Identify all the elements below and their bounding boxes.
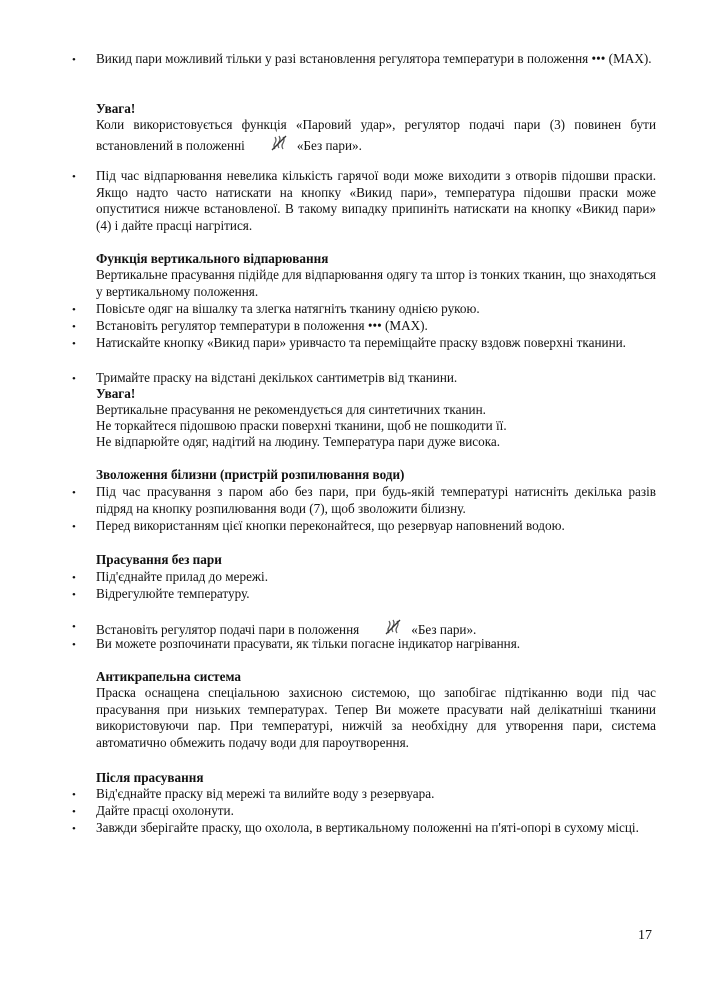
heading-spray: Зволоження білизни (пристрій розпилювання води) — [96, 467, 405, 482]
bullet: • — [72, 589, 76, 601]
bullet: • — [72, 789, 76, 801]
paragraph-vertical-intro: Вертикальне прасування підійде для відпарювання одягу та штор із тонких тканин, що знаходяться у вертикальному положення. — [96, 267, 656, 299]
bullet: • — [72, 806, 76, 818]
bullet: • — [72, 487, 76, 499]
warning-title: Увага! — [96, 101, 136, 116]
bullet: • — [72, 521, 76, 533]
list-item-spray-use: Під час прасування з паром або без пари, при будь-якій температурі натисніть декілька разів підряд на кнопку розпилювання води (7), щоб зволожити білизну. — [96, 484, 656, 516]
list-item-set-no-steam-text: Встановіть регулятор подачі пари в положення — [96, 622, 360, 637]
bullet: • — [72, 338, 76, 350]
list-item-keep-distance: Тримайте праску на відстані декількох сантиметрів від тканини. — [96, 370, 458, 385]
list-item-store: Завжди зберігайте праску, що охолола, в вертикальному положенні на п'яті-опорі в сухому місці. — [96, 820, 639, 835]
bullet: • — [72, 304, 76, 316]
page-number: 17 — [638, 928, 652, 943]
warning-steam-shot-text: Коли використовується функція «Паровий удар», регулятор подачі пари (3) повинен бути встановлений в положенні — [96, 117, 656, 153]
bullet: • — [72, 621, 76, 633]
list-item-cool-down: Дайте прасці охолонути. — [96, 803, 234, 818]
no-steam-icon — [269, 134, 289, 157]
heading-vertical-steam: Функція вертикального відпарювання — [96, 251, 329, 266]
warning-no-person: Не відпарюйте одяг, надітий на людину. Температура пари дуже висока. — [96, 434, 501, 449]
bullet: • — [72, 321, 76, 333]
warning-title: Увага! — [96, 386, 136, 401]
heading-after-ironing: Після прасування — [96, 770, 204, 785]
list-item-start-ironing: Ви можете розпочинати прасувати, як тільки погасне індикатор нагрівання. — [96, 636, 521, 651]
bullet: • — [72, 572, 76, 584]
warning-synthetic: Вертикальне прасування не рекомендується для синтетичних тканин. — [96, 402, 486, 417]
bullet: • — [72, 639, 76, 651]
warning-no-touch: Не торкайтеся підошвою праски поверхні тканини, щоб не пошкодити її. — [96, 418, 507, 433]
warning-steam-shot-suffix: «Без пари». — [296, 137, 362, 153]
heading-dry-ironing: Прасування без пари — [96, 552, 222, 567]
heading-anti-drip: Антикрапельна система — [96, 669, 241, 684]
list-item-set-no-steam-suffix: «Без пари». — [411, 622, 477, 637]
bullet: • — [72, 171, 76, 183]
bullet: • — [72, 54, 76, 66]
list-item-press-burst: Натискайте кнопку «Викид пари» уривчасто та переміщайте праску вздовж поверхні тканини. — [96, 335, 626, 350]
list-item-adjust-temp: Відрегулюйте температуру. — [96, 586, 250, 601]
list-item-unplug: Від'єднайте праску від мережі та вилийте воду з резервуара. — [96, 786, 435, 801]
bullet: • — [72, 373, 76, 385]
list-item-spray-check: Перед використанням цієї кнопки переконайтеся, що резервуар наповнений водою. — [96, 518, 565, 533]
paragraph-steam-burst-max: Викид пари можливий тільки у разі встановлення регулятора температури в положення ••• (MAX). — [96, 51, 652, 66]
paragraph-anti-drip: Праска оснащена спеціальною захисною системою, що запобігає підтіканню води під час прасування при низьких температурах. Тепер Ви можете прасувати най делікатніші тканини використовуючи пар. При температурі, нижчій за необхідну для утворення пари, система автоматично обмежить подачу води для пароутворення. — [96, 685, 656, 750]
warning-steam-shot — [96, 117, 656, 156]
paragraph-hot-water: Під час відпарювання невелика кількість гарячої води може виходити з отворів підошви праски. Якщо надто часто натискати на кнопку «Викид пари», температура підошви праски може опуститися нижче встановленої. В такому випадку припиніть натискати на кнопку «Викид пари» (4) і дайте прасці нагрітися. — [96, 168, 656, 233]
list-item-set-max: Встановіть регулятор температури в положення ••• (MAX). — [96, 318, 428, 333]
bullet: • — [72, 823, 76, 835]
list-item-hang-clothes: Повісьте одяг на вішалку та злегка натягніть тканину однією рукою. — [96, 301, 480, 316]
list-item-plug-in: Під'єднайте прилад до мережі. — [96, 569, 268, 584]
